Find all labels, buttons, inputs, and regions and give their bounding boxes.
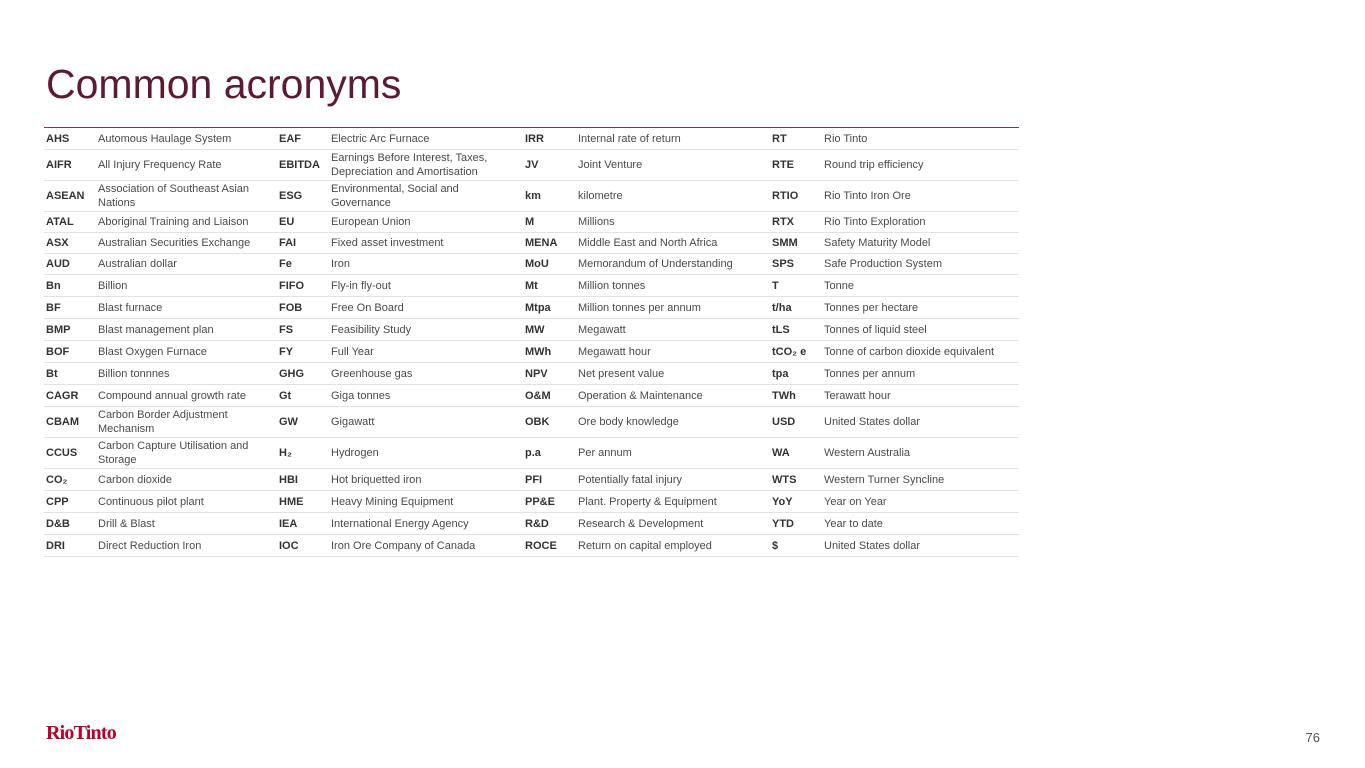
acronym-definition: Free On Board: [331, 301, 404, 314]
table-row: [44, 181, 1019, 212]
page-title: Common acronyms: [46, 61, 402, 107]
acronym-definition: Australian dollar: [98, 258, 177, 270]
table-row: [44, 150, 1019, 181]
acronym-definition: Plant. Property & Equipment: [578, 495, 717, 508]
acronym-definition: Carbon dioxide: [98, 473, 172, 486]
acronym-code: TWh: [772, 389, 796, 402]
table-row: [44, 319, 1019, 341]
acronym-definition: Full Year: [331, 345, 374, 358]
acronym-code: Bn: [46, 279, 61, 292]
acronym-definition: Million tonnes: [578, 279, 646, 292]
acronym-code: FOB: [279, 301, 303, 314]
acronym-definition: Blast management plan: [98, 323, 214, 336]
acronym-code: CAGR: [46, 389, 79, 402]
table-row: [44, 385, 1019, 407]
acronym-definition: Earnings Before Interest, Taxes, Depreciation and Amortisation: [331, 152, 488, 178]
acronym-definition: Safety Maturity Model: [824, 237, 931, 249]
acronym-definition: Terawatt hour: [824, 389, 891, 402]
acronym-code: AIFR: [46, 159, 72, 171]
table-row: [44, 128, 1019, 150]
acronym-code: CO₂: [46, 473, 68, 486]
acronym-definition: Potentially fatal injury: [578, 473, 682, 486]
acronym-definition: Blast Oxygen Furnace: [98, 345, 207, 358]
acronym-code: ROCE: [525, 539, 557, 552]
acronym-code: SMM: [772, 237, 798, 249]
acronym-code: Gt: [279, 389, 292, 402]
acronym-code: M: [525, 216, 535, 228]
acronym-code: EBITDA: [279, 159, 320, 171]
acronym-definition: Fly-in fly-out: [331, 279, 391, 292]
acronym-code: BMP: [46, 323, 71, 336]
acronym-code: BF: [46, 301, 61, 314]
acronym-definition: Rio Tinto Iron Ore: [824, 190, 911, 202]
acronym-code: PP&E: [525, 495, 555, 508]
acronyms-table: [44, 127, 1019, 557]
acronym-definition: Tonne: [824, 279, 854, 292]
acronym-code: IOC: [279, 539, 299, 552]
acronym-definition: Megawatt hour: [578, 345, 651, 358]
acronym-code: HME: [279, 495, 304, 508]
table-row: [44, 341, 1019, 363]
acronym-code: GHG: [279, 367, 305, 380]
acronym-code: tCO₂ e: [772, 345, 807, 358]
table-row: [44, 275, 1019, 297]
acronym-code: MW: [525, 323, 545, 336]
acronym-code: EU: [279, 216, 295, 228]
acronym-definition: Ore body knowledge: [578, 416, 679, 428]
acronym-definition: All Injury Frequency Rate: [98, 159, 222, 171]
acronym-definition: Tonne of carbon dioxide equivalent: [824, 345, 995, 358]
acronym-code: PFI: [525, 473, 543, 486]
acronym-code: IEA: [279, 517, 298, 530]
acronym-definition: Millions: [578, 216, 615, 228]
acronym-code: NPV: [525, 367, 548, 380]
acronym-code: EAF: [279, 132, 301, 145]
rio-tinto-logo: RioTinto: [46, 722, 116, 744]
table-row: [44, 535, 1019, 557]
acronym-definition: European Union: [331, 216, 411, 228]
acronym-code: JV: [525, 159, 539, 171]
acronym-code: RTIO: [772, 190, 799, 202]
acronym-definition: kilometre: [578, 190, 623, 202]
acronym-code: ASEAN: [46, 190, 85, 202]
acronym-definition: Australian Securities Exchange: [98, 237, 251, 249]
acronym-code: O&M: [525, 389, 551, 402]
acronym-definition: Safe Production System: [824, 258, 943, 270]
acronym-code: MENA: [525, 237, 558, 249]
acronym-definition: Internal rate of return: [578, 132, 681, 145]
acronym-definition: Year to date: [824, 517, 883, 530]
acronym-code: FIFO: [279, 279, 305, 292]
acronym-code: BOF: [46, 345, 70, 358]
acronym-definition: Rio Tinto: [824, 132, 868, 145]
acronym-definition: International Energy Agency: [331, 517, 469, 530]
acronym-definition: Operation & Maintenance: [578, 389, 703, 402]
acronym-code: Bt: [46, 367, 58, 380]
acronym-definition: Environmental, Social and Governance: [331, 183, 459, 209]
table-row: [44, 407, 1019, 438]
table-row: [44, 212, 1019, 233]
acronym-definition: Joint Venture: [578, 159, 643, 171]
acronym-code: t/ha: [772, 301, 792, 314]
acronym-code: FAI: [279, 237, 297, 249]
acronym-definition: Drill & Blast: [98, 517, 155, 530]
table-row: [44, 438, 1019, 469]
acronym-code: FY: [279, 345, 294, 358]
acronym-definition: Gigawatt: [331, 416, 375, 428]
acronym-code: Mtpa: [525, 301, 551, 314]
acronym-definition: Western Australia: [824, 447, 911, 459]
acronym-code: CCUS: [46, 447, 78, 459]
acronym-definition: Research & Development: [578, 517, 704, 530]
acronym-definition: Feasibility Study: [331, 323, 412, 336]
acronym-definition: Continuous pilot plant: [98, 495, 204, 508]
acronym-code: CPP: [46, 495, 69, 508]
acronym-definition: Hot briquetted iron: [331, 473, 422, 486]
acronym-code: R&D: [525, 517, 549, 530]
acronym-definition: Blast furnace: [98, 301, 163, 314]
acronym-code: $: [772, 539, 779, 552]
acronym-definition: Carbon Border Adjustment Mechanism: [98, 409, 228, 435]
acronym-code: HBI: [279, 473, 298, 486]
acronym-code: ASX: [46, 237, 69, 249]
acronym-definition: Year on Year: [824, 495, 887, 508]
acronym-code: H₂: [279, 447, 292, 459]
table-row: [44, 233, 1019, 254]
acronym-definition: Billion: [98, 279, 128, 292]
acronym-definition: Fixed asset investment: [331, 237, 444, 249]
acronym-definition: Million tonnes per annum: [578, 301, 701, 314]
acronym-definition: Heavy Mining Equipment: [331, 495, 454, 508]
acronym-code: D&B: [46, 517, 70, 530]
acronym-code: WTS: [772, 473, 797, 486]
table-row: [44, 491, 1019, 513]
acronym-code: tpa: [772, 367, 789, 380]
acronym-code: USD: [772, 416, 796, 428]
acronym-definition: Giga tonnes: [331, 389, 391, 402]
acronym-code: Mt: [525, 279, 538, 292]
acronym-definition: Tonnes per annum: [824, 367, 916, 380]
table-row: [44, 513, 1019, 535]
acronym-definition: Compound annual growth rate: [98, 389, 246, 402]
acronym-definition: Carbon Capture Utilisation and Storage: [98, 440, 249, 466]
acronym-code: FS: [279, 323, 294, 336]
acronym-definition: Middle East and North Africa: [578, 237, 718, 249]
acronym-code: CBAM: [46, 416, 79, 428]
acronym-definition: United States dollar: [824, 539, 920, 552]
acronym-definition: Per annum: [578, 447, 632, 459]
acronym-definition: Memorandum of Understanding: [578, 258, 733, 270]
acronym-code: km: [525, 190, 541, 202]
acronym-definition: Hydrogen: [331, 447, 379, 459]
acronym-definition: Greenhouse gas: [331, 367, 413, 380]
acronym-definition: Tonnes per hectare: [824, 301, 919, 314]
table-row: [44, 469, 1019, 491]
acronym-code: DRI: [46, 539, 65, 552]
acronym-definition: Iron: [331, 258, 350, 270]
acronym-code: GW: [279, 416, 298, 428]
acronym-code: T: [772, 279, 779, 292]
acronym-definition: Round trip efficiency: [824, 159, 924, 171]
acronym-code: YTD: [772, 517, 794, 530]
acronym-definition: United States dollar: [824, 416, 920, 428]
acronym-code: ATAL: [46, 216, 74, 228]
acronym-definition: Iron Ore Company of Canada: [331, 539, 476, 552]
acronym-code: IRR: [525, 132, 544, 145]
acronym-code: RTE: [772, 159, 794, 171]
acronym-definition: Return on capital employed: [578, 539, 712, 552]
page-number: 76: [1305, 730, 1320, 745]
acronym-code: ESG: [279, 190, 303, 202]
acronym-definition: Megawatt: [578, 323, 626, 336]
acronym-definition: Rio Tinto Exploration: [824, 216, 926, 228]
acronym-definition: Aboriginal Training and Liaison: [98, 216, 249, 228]
acronym-definition: Billion tonnnes: [98, 367, 170, 380]
table-row: [44, 254, 1019, 275]
acronym-code: MWh: [525, 345, 552, 358]
acronym-code: RTX: [772, 216, 794, 228]
acronym-code: WA: [772, 447, 790, 459]
acronym-code: MoU: [525, 258, 549, 270]
acronym-definition: Net present value: [578, 367, 665, 380]
acronym-code: RT: [772, 132, 787, 145]
acronym-definition: Association of Southeast Asian Nations: [98, 183, 250, 209]
acronym-definition: Automous Haulage System: [98, 132, 232, 145]
acronym-code: YoY: [772, 495, 793, 508]
acronym-code: AUD: [46, 258, 70, 270]
acronym-code: p.a: [525, 447, 541, 459]
acronym-definition: Direct Reduction Iron: [98, 539, 202, 552]
table-row: [44, 363, 1019, 385]
acronym-definition: Western Turner Syncline: [824, 473, 945, 486]
acronym-code: OBK: [525, 416, 550, 428]
acronym-code: Fe: [279, 258, 292, 270]
acronym-code: AHS: [46, 132, 70, 145]
acronym-definition: Electric Arc Furnace: [331, 132, 430, 145]
acronym-definition: Tonnes of liquid steel: [824, 323, 927, 336]
acronym-code: tLS: [772, 323, 790, 336]
acronym-code: SPS: [772, 258, 795, 270]
table-row: [44, 297, 1019, 319]
